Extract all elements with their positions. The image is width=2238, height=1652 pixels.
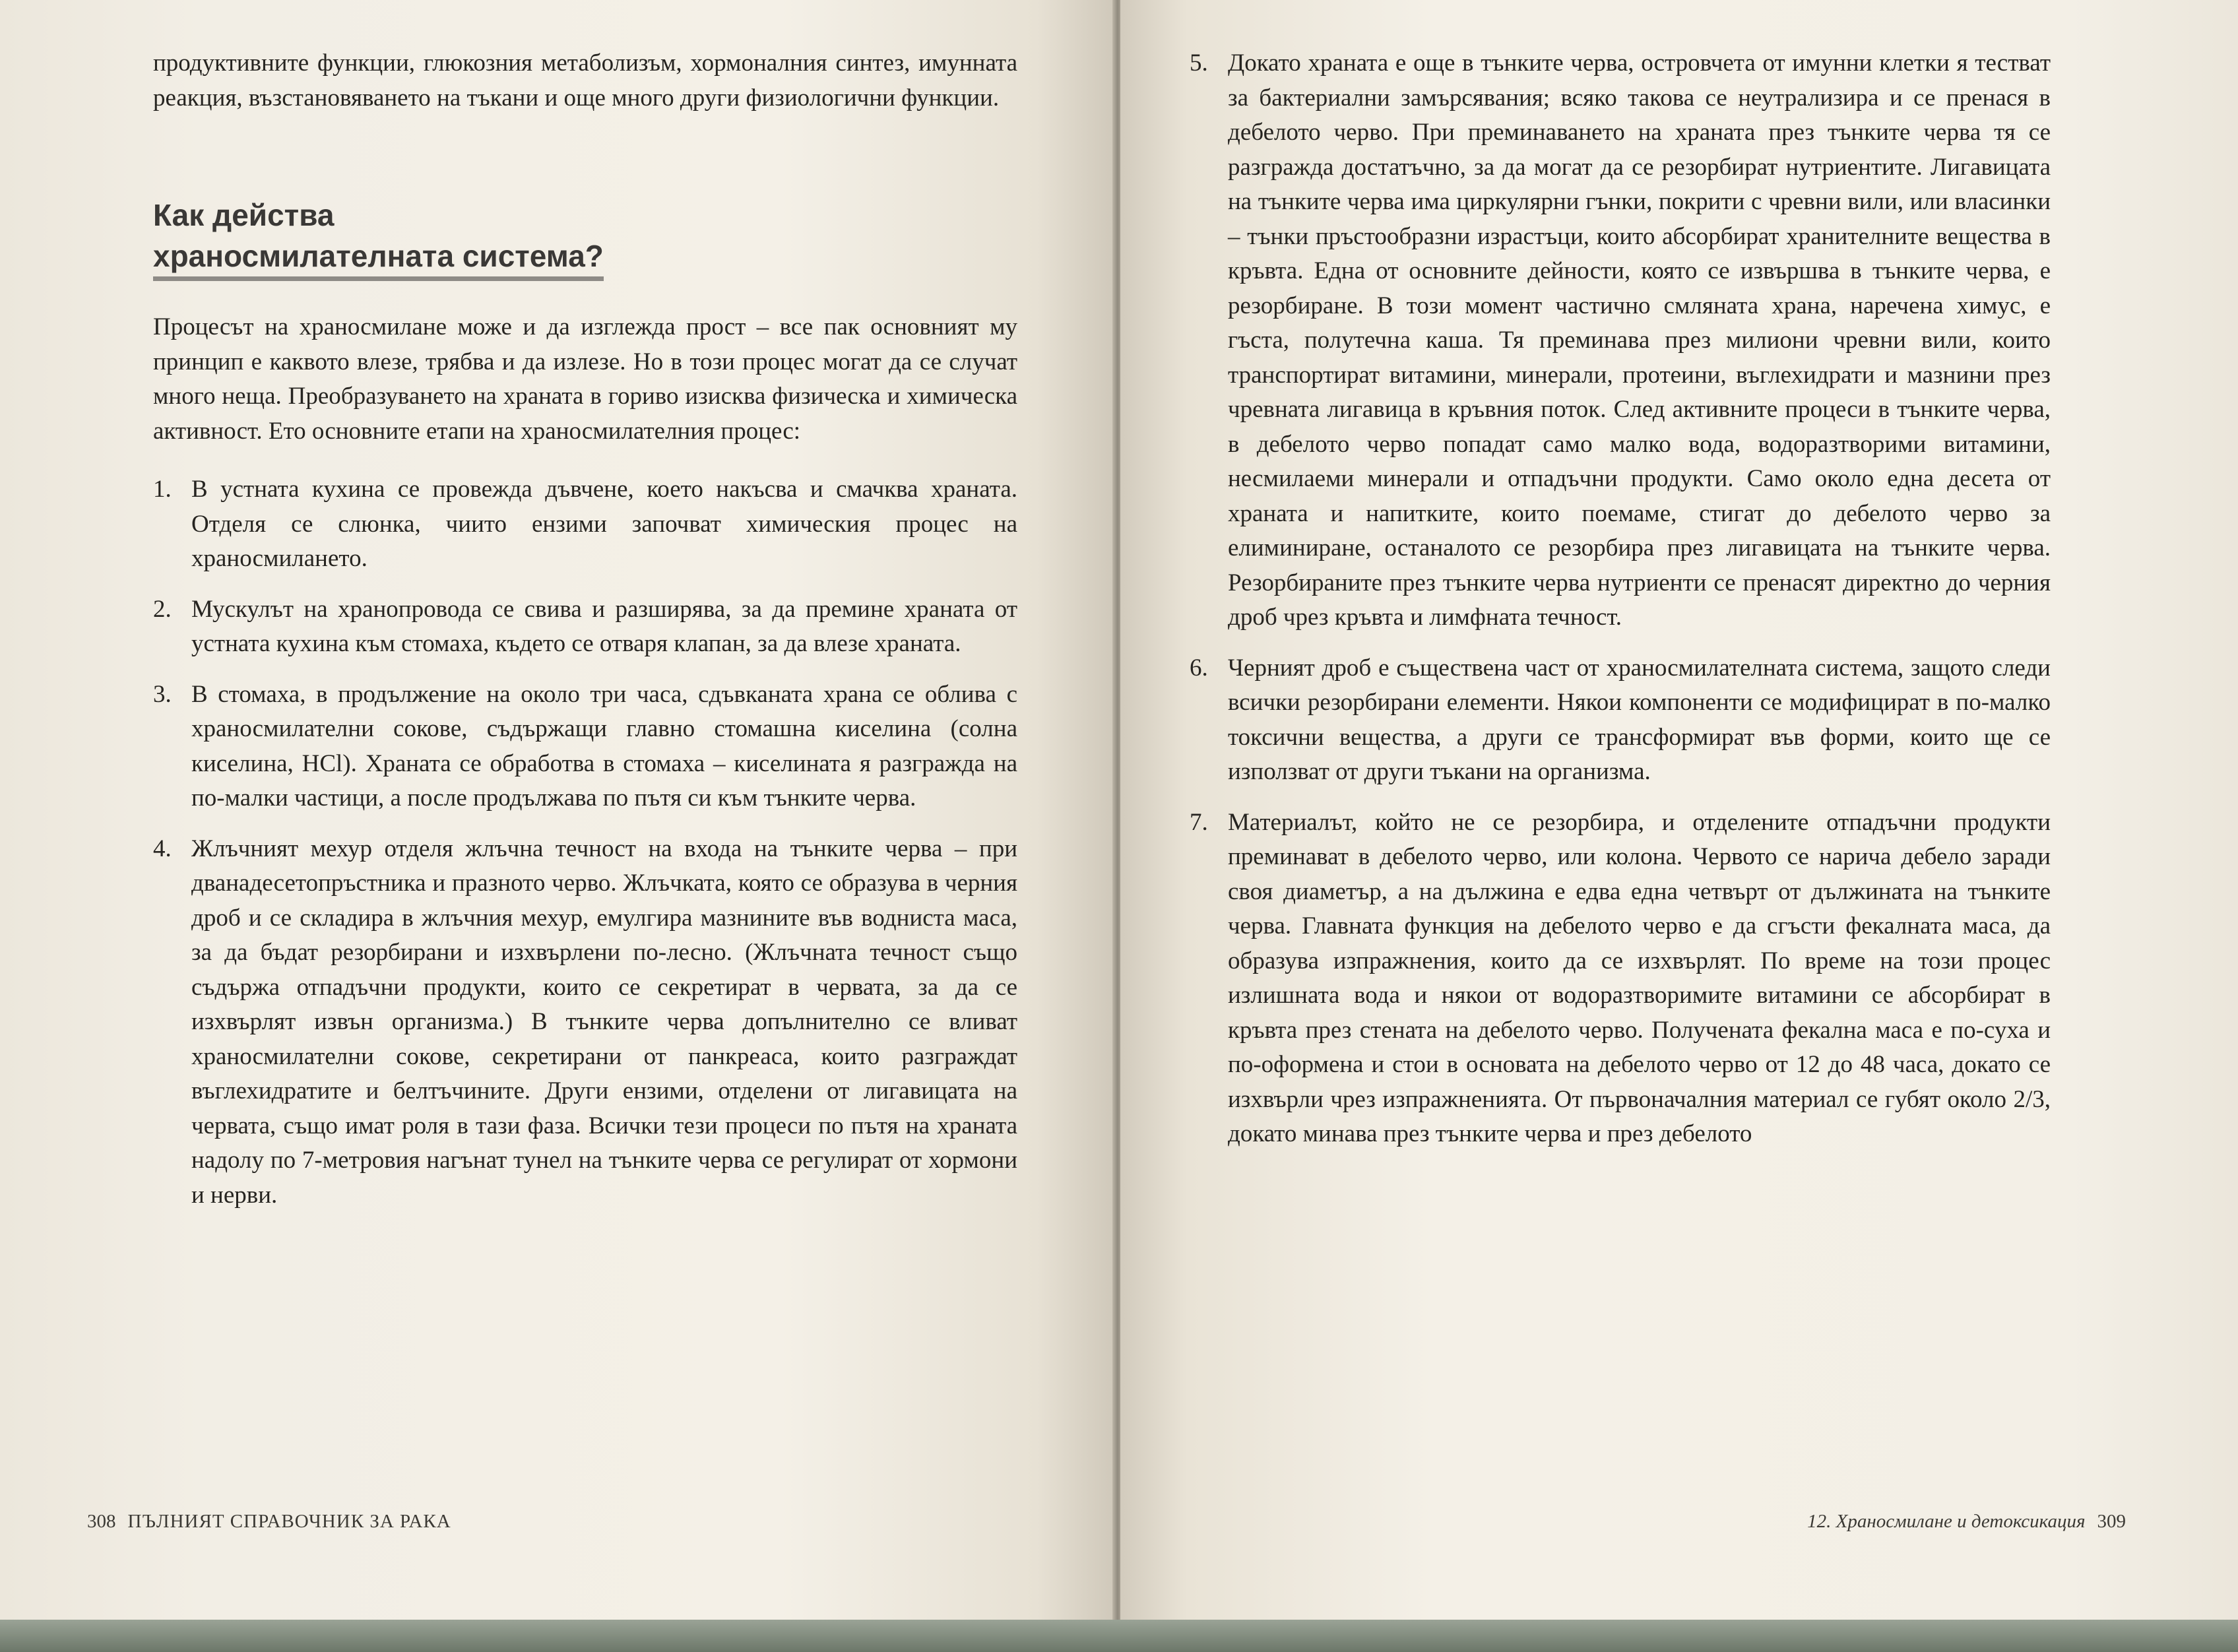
intro-paragraph: продуктивните функции, глюкозния метаболизъм, хормоналния синтез, имунната реакция, възстановяването на тъкани и още много други физиологични функции. xyxy=(153,49,1017,111)
page-number-left: 308 xyxy=(87,1511,116,1532)
list-item-text: Черният дроб е съществена част от храносмилателната система, защото следи всички резорбирани елементи. Някои компоненти се модифицират в по-малко токсични вещества, а други се трансформират във форми, които ще се използват от други тъкани на организма. xyxy=(1228,654,2051,785)
running-head-left: ПЪЛНИЯТ СПРАВОЧНИК ЗА РАКА xyxy=(127,1511,451,1532)
list-item xyxy=(1190,806,2051,1152)
list-item-text: Мускулът на хранопровода се свива и разширява, за да премине храната от устната кухина към стомаха, където се отваря клапан, за да влезе храната. xyxy=(191,595,1017,657)
left-text-column xyxy=(153,46,1017,1228)
list-item-text: Материалът, който не се резорбира, и отделените отпадъчни продукти преминават в дебелото черво, или колона. Червото се нарича дебело заради своя диаметър, а на дължина е едва една четвърт от дължината на тънките черва. Главната функция на дебелото черво е да сгъсти фекалната маса, да образува изпражнения, които да се изхвърлят. По време на този процес излишната вода и някои от водоразтворимите витамини се абсорбират в кръвта през стената на дебелото черво. Получената фекална маса е по-суха и по-оформена и стои в основата на дебелото черво от 12 до 48 часа, докато се изхвърли чрез изпражненията. От първоначалния материал се губят около 2/3, докато минава през тънките черва и през дебелото xyxy=(1228,808,2051,1147)
list-item xyxy=(1190,46,2051,635)
list-item-text: В устната кухина се провежда дъвчене, което накъсва и смачква храната. Отделя се слюнка, чиито ензими започват химическия процес на храносмилането. xyxy=(191,476,1017,572)
list-item-number: 3. xyxy=(153,680,172,708)
right-page xyxy=(1120,0,2238,1630)
heading-line-1: Как действа xyxy=(153,198,335,232)
left-page-footer xyxy=(87,1508,451,1535)
heading-line-2: храносмилателната система? xyxy=(153,236,604,281)
right-text-column xyxy=(1190,46,2051,1168)
list-item-number: 4. xyxy=(153,835,172,862)
list-item xyxy=(153,832,1017,1213)
list-item-text: В стомаха, в продължение на около три часа, сдъвканата храна се облива с храносмилателни сокове, съдържащи главно стомашна киселина (солна киселина, HCl). Храната се обработва в стомаха – киселината я разгражда на по-малки частици, а после продължава по пътя си към тънките черва. xyxy=(191,680,1017,811)
lead-paragraph: Процесът на храносмилане може и да изглежда прост – все пак основният му принцип е каквото влезе, трябва и да излезе. Но в този процес могат да се случат много неща. Преобразуването на храната в гориво изисква физическа и химическа активност. Ето основните етапи на храносмилателния процес: xyxy=(153,313,1017,445)
list-item-number: 1. xyxy=(153,476,172,503)
page-bottom-edge xyxy=(0,1620,2238,1652)
list-item xyxy=(1190,651,2051,790)
list-item-text: Докато храната е още в тънките черва, островчета от имунни клетки я тестват за бактериални замърсявания; всяко такова се неутрализира и се пренася в дебелото черво. При преминаването на храната през тънките черва тя се разгражда достатъчно, за да могат да се резорбират нутриентите. Лигавицата на тънките черва има циркулярни гънки, покрити с чревни вили, или власинки – тънки пръстообразни израстъци, които абсорбират хранителните вещества в кръвта. Една от основните дейности, която се извършва в тънките черва, е резорбиране. В този момент частично смляната храна, наречена химус, е гъста, полутечна каша. Тя преминава през милиони чревни вили, които транспортират витамини, минерали, протеини, въглехидрати и мазнини през чревната лигавица в кръвния поток. След активните процеси в тънките черва, в дебелото черво попадат само малко вода, водоразтворими витамини, несмилаеми минерали и отпадъчни продукти. Само около една десета от храната и напитките, които поемаме, стигат до дебелото черво за елиминиране, останалото се резорбира през лигавицата на тънките черва. Резорбираните през тънките черва нутриенти се пренасят директно до черния дроб чрез кръвта и лимфната течност. xyxy=(1228,49,2051,631)
list-item xyxy=(153,592,1017,662)
right-page-footer xyxy=(1807,1508,2126,1535)
steps-list-left xyxy=(153,472,1017,1213)
steps-list-right xyxy=(1190,46,2051,1152)
left-page xyxy=(0,0,1115,1630)
list-item-number: 5. xyxy=(1190,49,1208,77)
list-item xyxy=(153,472,1017,577)
section-heading xyxy=(153,195,1017,281)
page-number-right: 309 xyxy=(2097,1511,2126,1532)
list-item xyxy=(153,678,1017,816)
list-item-number: 7. xyxy=(1190,808,1208,836)
list-item-text: Жлъчният мехур отделя жлъчна течност на входа на тънките черва – при дванадесетопръстника и празното черво. Жлъчката, която се образува в черния дроб и се складира в жлъчния мехур, емулгира мазнините във водниста маса, за да бъдат резорбирани и изхвърлени по-лесно. (Жлъчната течност също съдържа отпадъчни продукти, които се секретират в червата, за да се изхвърлят извън организма.) В тънките черва допълнително се вливат храносмилателни сокове, секретирани от панкреаса, които разграждат въглехидратите и белтъчините. Други ензими, отделени от лигавицата на червата, също имат роля в тази фаза. Всички тези процеси по пътя на храната надолу по 7-метровия нагънат тунел на тънките черва се регулират от хормони и нерви. xyxy=(191,835,1017,1209)
list-item-number: 2. xyxy=(153,595,172,623)
running-head-right: 12. Храносмилане и детоксикация xyxy=(1807,1511,2086,1532)
list-item-number: 6. xyxy=(1190,654,1208,682)
